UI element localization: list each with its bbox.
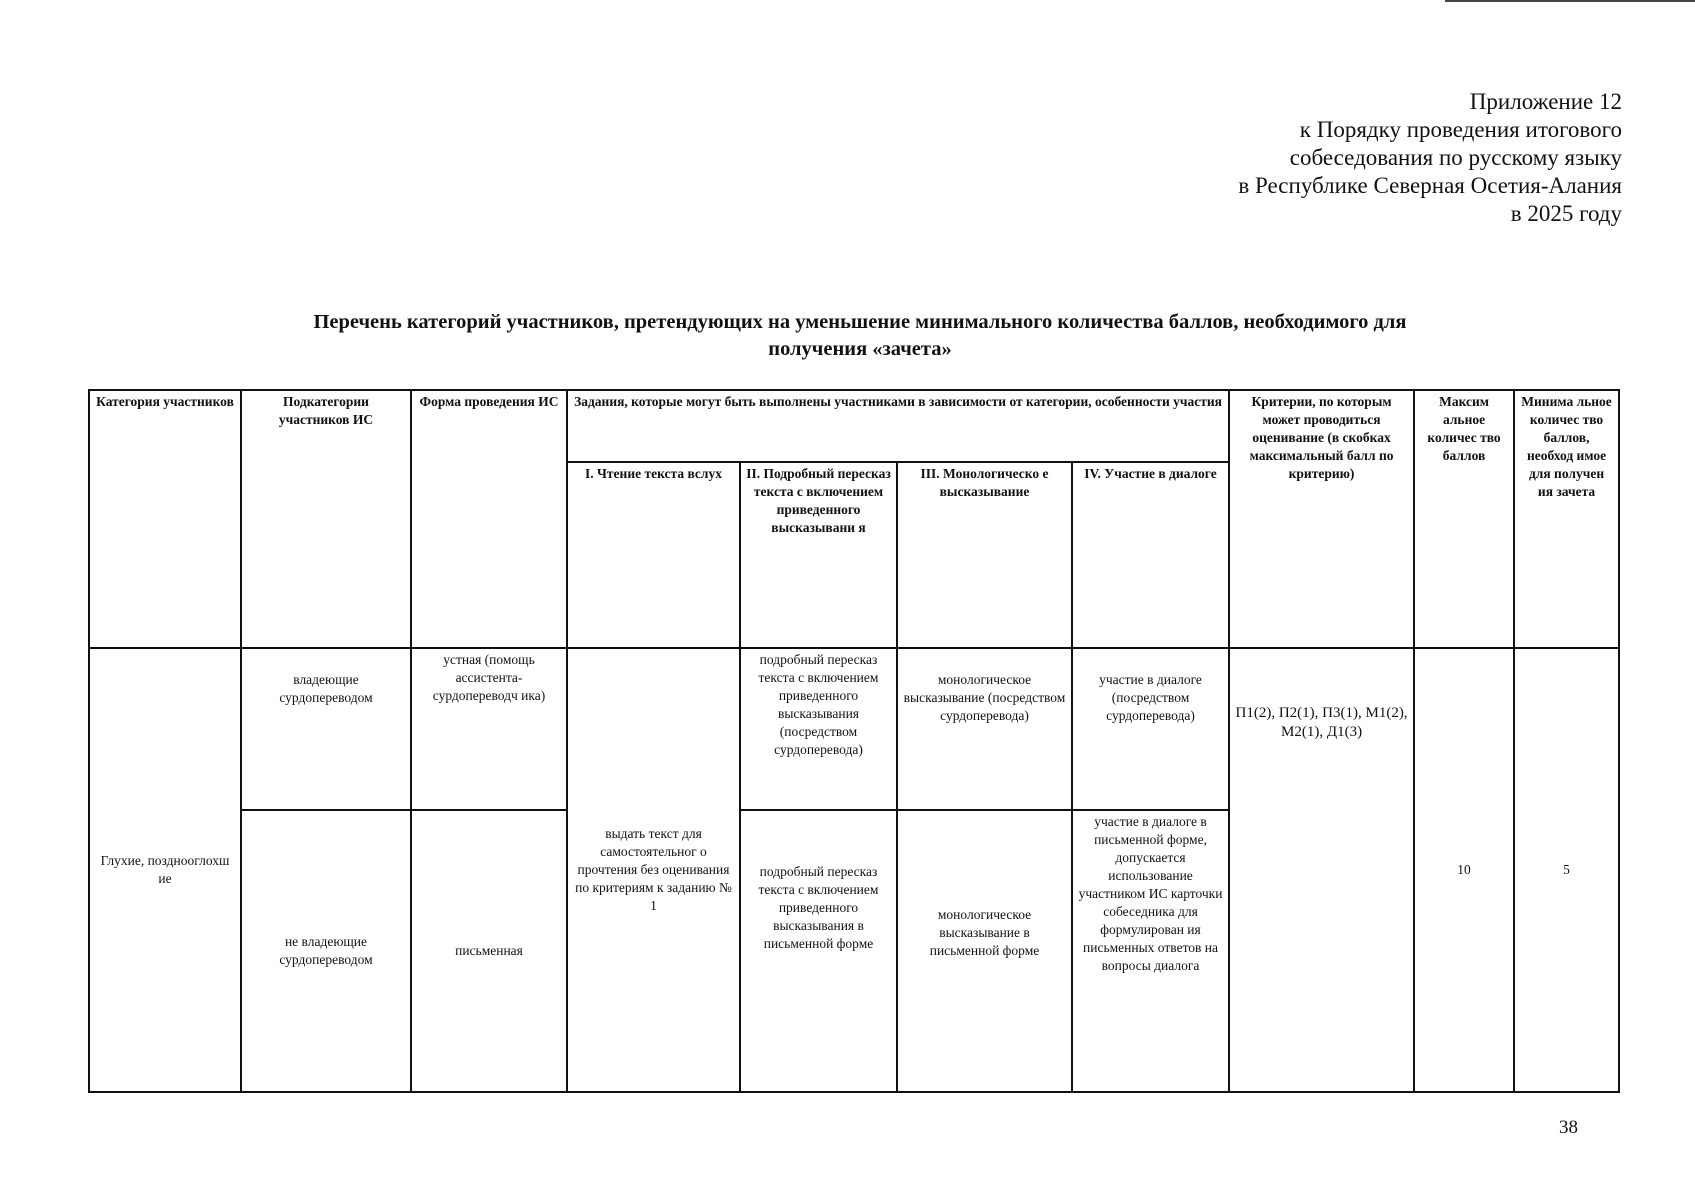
header-min-points: Минима льное количес тво баллов, необход имое для получен ия зачета	[1514, 390, 1619, 648]
scan-edge-line	[1445, 0, 1695, 2]
cell-task4-row1: участие в диалоге (посредством сурдоперевода)	[1072, 648, 1229, 810]
header-task-1: I. Чтение текста вслух	[567, 462, 740, 648]
cell-task4-row2: участие в диалоге в письменной форме, допускается использование участником ИС карточки собеседника для формулирован ия письменных ответов на вопросы диалога	[1072, 810, 1229, 1092]
appendix-line: к Порядку проведения итогового	[1299, 117, 1622, 142]
cell-task3-row1: монологическое высказывание (посредством сурдоперевода)	[897, 648, 1072, 810]
appendix-line: Приложение 12	[1469, 89, 1622, 114]
cell-task2-row1: подробный пересказ текста с включением приведенного высказывания (посредством сурдоперевода)	[740, 648, 897, 810]
header-subcategory: Подкатегории участников ИС	[241, 390, 411, 648]
appendix-header	[1102, 88, 1622, 228]
header-task-2: II. Подробный пересказ текста с включением приведенного высказывани я	[740, 462, 897, 648]
header-task-4: IV. Участие в диалоге	[1072, 462, 1229, 648]
cell-task1-shared: выдать текст для самостоятельног о прочтения без оценивания по критериям к заданию № 1	[567, 648, 740, 1092]
header-criteria: Критерии, по которым может проводиться оценивание (в скобках максимальный балл по критерию)	[1229, 390, 1414, 648]
categories-table-wrapper	[88, 389, 1618, 1093]
cell-subcategory-1: владеющие сурдопереводом	[241, 648, 411, 810]
categories-table	[88, 389, 1620, 1093]
page-number: 38	[1559, 1117, 1578, 1138]
header-form: Форма проведения ИС	[411, 390, 567, 648]
cell-subcategory-2: не владеющие сурдопереводом	[241, 810, 411, 1092]
header-max-points: Максим альное количес тво баллов	[1414, 390, 1514, 648]
cell-max-points: 10	[1414, 648, 1514, 1092]
cell-form-1: устная (помощь ассистента- сурдопереводч ика)	[411, 648, 567, 810]
header-task-3: III. Монологическо е высказывание	[897, 462, 1072, 648]
cell-min-points: 5	[1514, 648, 1619, 1092]
title-line: Перечень категорий участников, претендующих на уменьшение минимального количества баллов, необходимого для	[313, 311, 1407, 333]
cell-form-2: письменная	[411, 810, 567, 1092]
document-title	[190, 309, 1530, 363]
appendix-line: в 2025 году	[1510, 201, 1622, 226]
cell-category: Глухие, позднооглохш ие	[89, 648, 241, 1092]
cell-criteria: П1(2), П2(1), П3(1), М1(2), М2(1), Д1(3)	[1229, 648, 1414, 1092]
header-tasks-group: Задания, которые могут быть выполнены участниками в зависимости от категории, особенности участия	[567, 390, 1229, 462]
cell-task3-row2: монологическое высказывание в письменной форме	[897, 810, 1072, 1092]
header-category: Категория участников	[89, 390, 241, 648]
appendix-line: собеседования по русскому языку	[1289, 145, 1622, 170]
title-line: получения «зачета»	[768, 338, 952, 360]
cell-task2-row2: подробный пересказ текста с включением приведенного высказывания в письменной форме	[740, 810, 897, 1092]
appendix-line: в Республике Северная Осетия-Алания	[1238, 173, 1622, 198]
